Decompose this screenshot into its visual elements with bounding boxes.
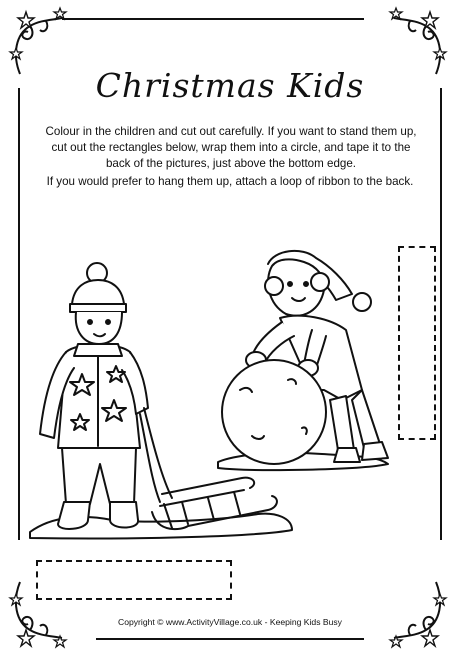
girl-with-snowball-icon: [212, 240, 392, 478]
copyright-footer: Copyright © www.ActivityVillage.co.uk - Keeping Kids Busy: [118, 617, 342, 627]
cutout-rectangle-horizontal: [36, 560, 232, 600]
bottom-right-corner-ornament-icon: [370, 572, 450, 652]
instructions-paragraph-1: Colour in the children and cut out carefully. If you want to stand them up, cut out the rectangles below, wrap them into a circle, and tape it to the back of the pictures, just above the bottom edge.: [45, 125, 417, 170]
frame-left-line: [18, 88, 20, 540]
frame-bottom-line: [96, 638, 364, 640]
page-title: Christmas Kids: [95, 66, 365, 105]
frame-right-line: [440, 88, 442, 540]
frame-top-line: [62, 18, 364, 20]
cutout-rectangle-vertical: [398, 246, 436, 440]
instructions-paragraph-2: If you would prefer to hang them up, attach a loop of ribbon to the back.: [46, 175, 414, 188]
